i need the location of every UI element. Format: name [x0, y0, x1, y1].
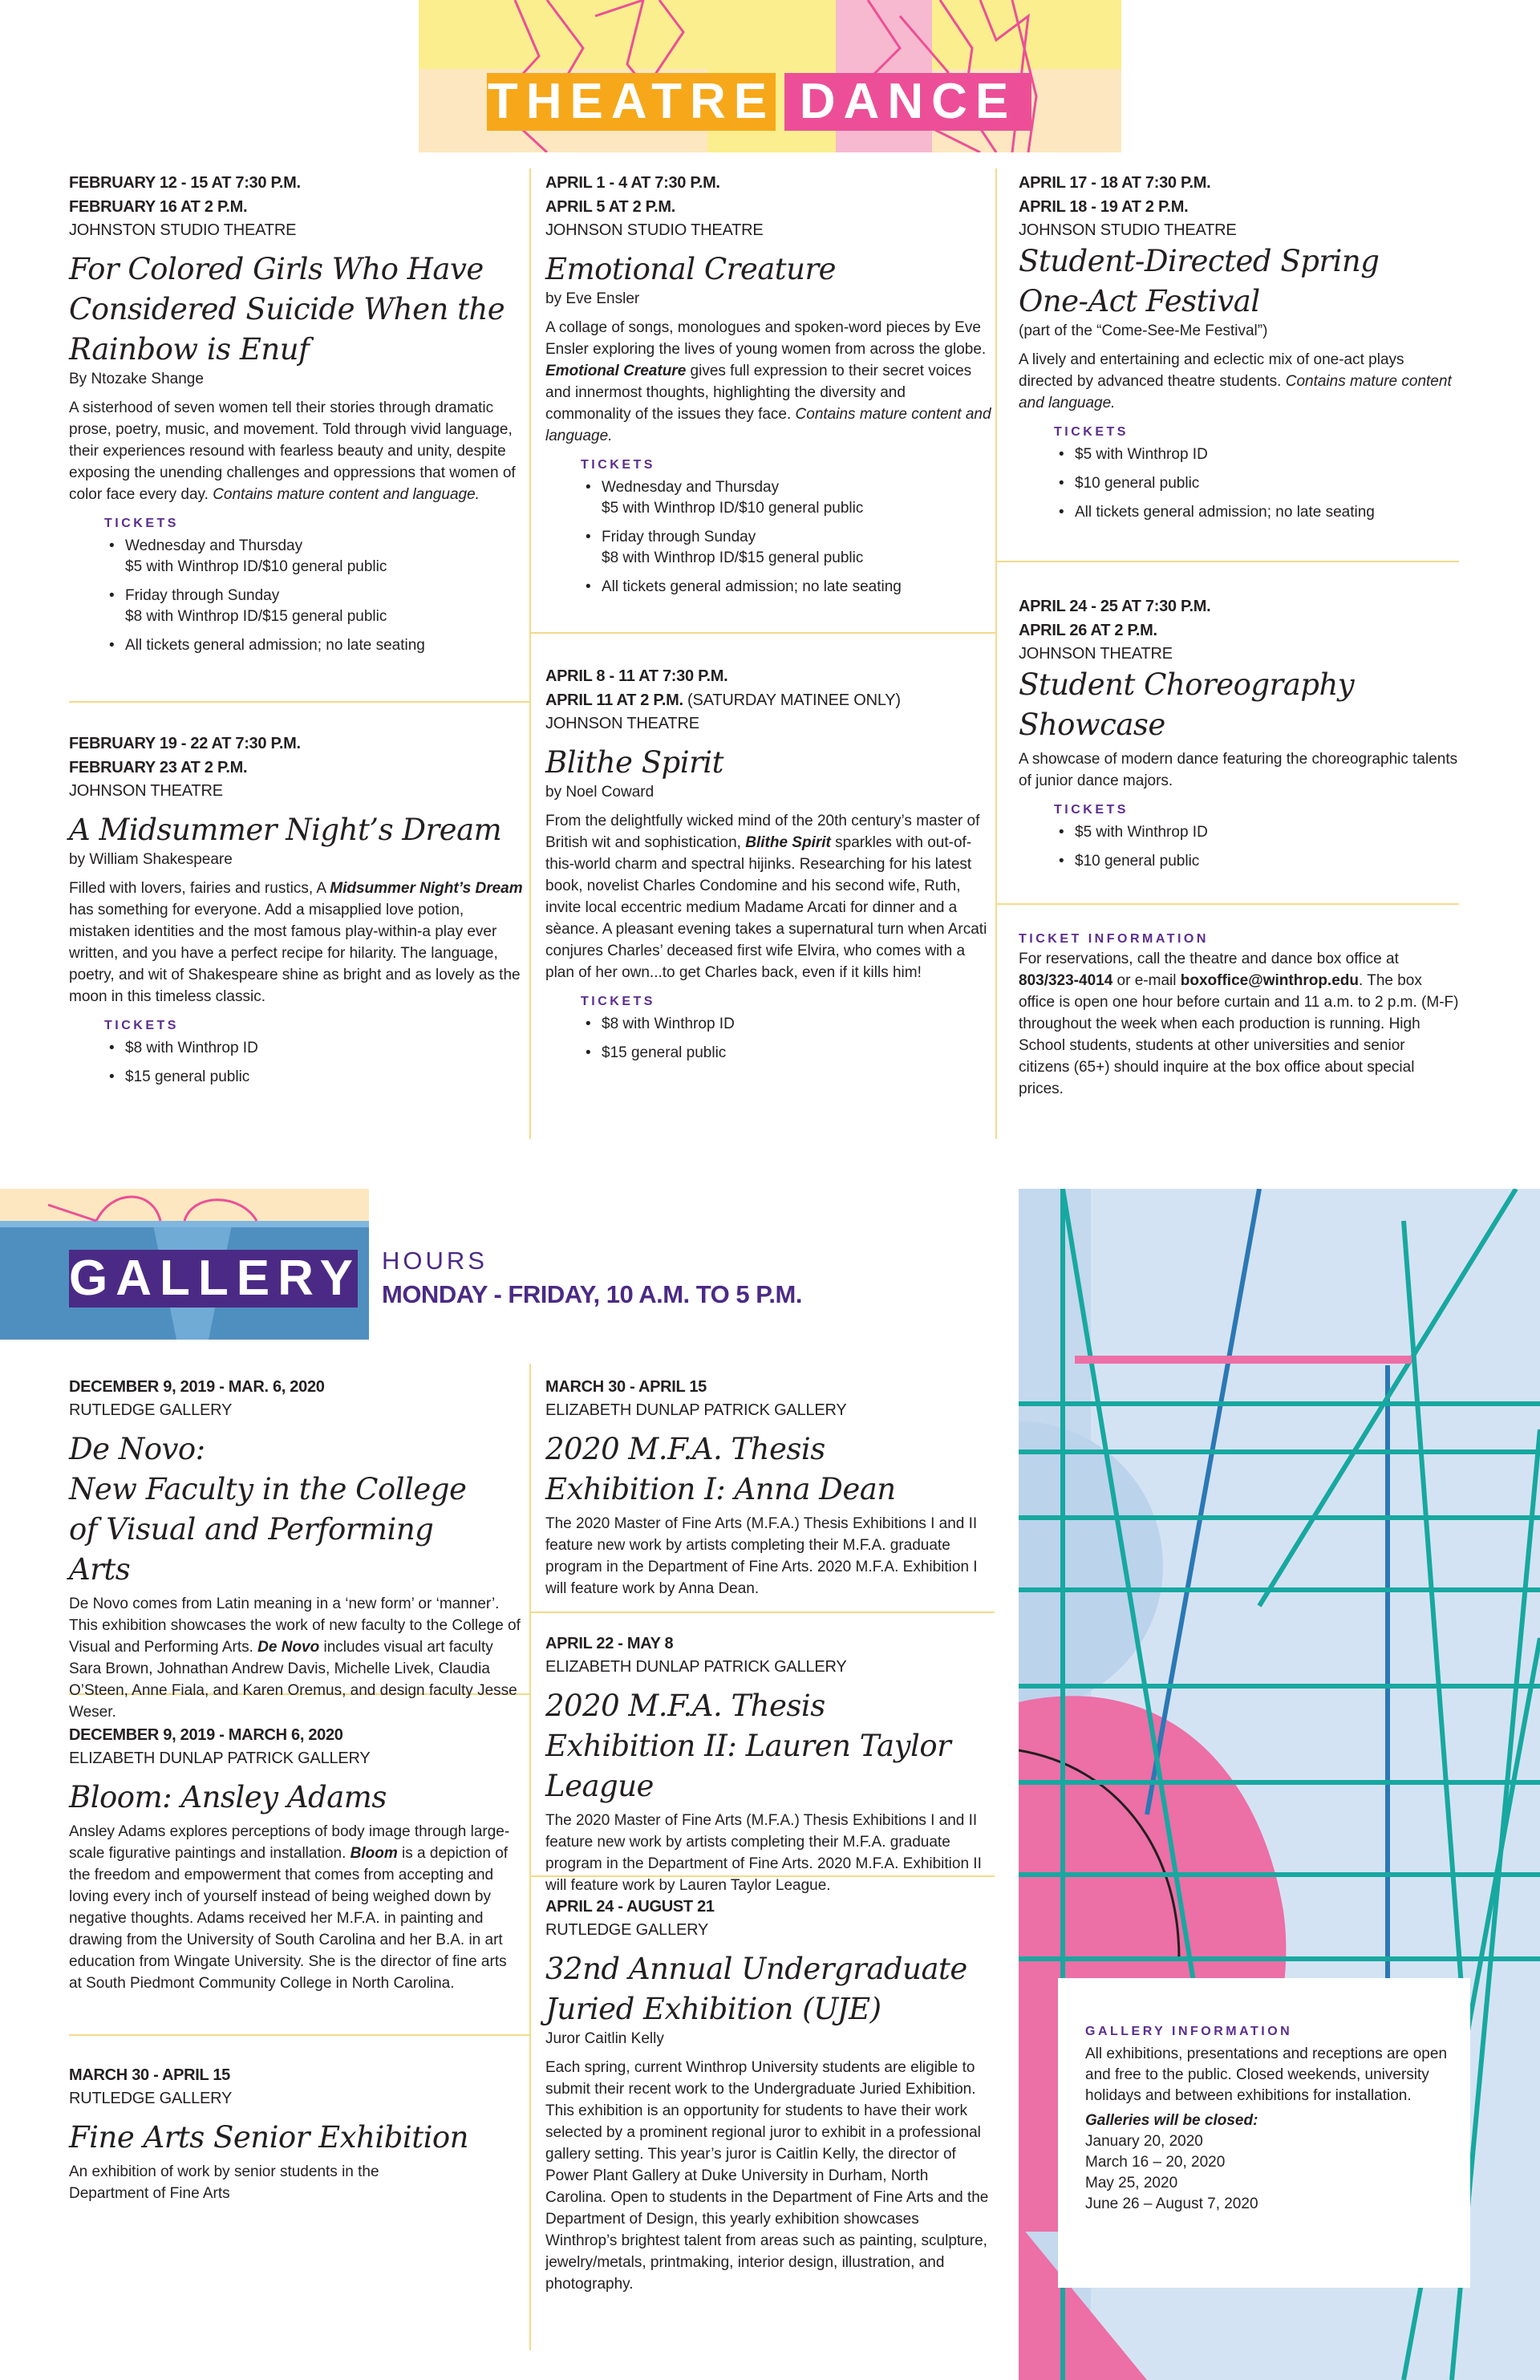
- ticket-item: • All tickets general admission; no late seating: [1054, 502, 1460, 523]
- event-dates: APRIL 24 - AUGUST 21: [545, 1898, 715, 1916]
- event-description: Ansley Adams explores perceptions of body image through large-scale figurative paintings and installation. Bloom is a depiction of the freedom and empowerment that comes from accepting and loving every inch of yourself instead of being weighed down by negative thoughts. Adams received her M.F.A. in painting and drawing from the University of South Carolina and her B.A. in art education from Wingate University. She is the director of fine arts at South Piedmont Community College in North Carolina.: [69, 1823, 510, 1992]
- event-venue: RUTLEDGE GALLERY: [69, 1401, 233, 1419]
- event-dates: APRIL 5 AT 2 P.M.: [545, 198, 675, 216]
- event-title: Bloom: Ansley Adams: [69, 1780, 387, 1814]
- column-divider: [529, 168, 531, 1139]
- event-dates: FEBRUARY 16 AT 2 P.M.: [69, 198, 248, 216]
- ticket-item: • Friday through Sunday $8 with Winthrop ID/$15 general public: [104, 586, 523, 627]
- tickets-list: [69, 536, 523, 656]
- event-dates: DECEMBER 9, 2019 - MAR. 6, 2020: [69, 1378, 325, 1396]
- event-dates: FEBRUARY 23 AT 2 P.M.: [69, 759, 248, 776]
- event-choreography-showcase: [1019, 594, 1460, 880]
- event-title: Student-Directed Spring One-Act Festival: [1019, 244, 1380, 318]
- event-dates: FEBRUARY 19 - 22 AT 7:30 P.M.: [69, 735, 301, 752]
- event-venue: RUTLEDGE GALLERY: [545, 1921, 709, 1939]
- event-venue: ELIZABETH DUNLAP PATRICK GALLERY: [69, 1750, 371, 1767]
- ticket-item: • All tickets general admission; no late seating: [104, 635, 523, 656]
- section-divider: [69, 2034, 529, 2036]
- event-juror: Juror Caitlin Kelly: [545, 2030, 664, 2047]
- closed-dates-list: [1085, 2131, 1454, 2215]
- gallery-information-text: All exhibitions, presentations and receptions are open and free to the public. Closed weekends, university holidays and between exhibitions for installation.: [1085, 2046, 1448, 2104]
- tickets-label: TICKETS: [1054, 425, 1129, 439]
- closed-date: March 16 – 20, 2020: [1085, 2154, 1226, 2171]
- event-venue: RUTLEDGE GALLERY: [69, 2090, 233, 2107]
- event-title: 32nd Annual Undergraduate Juried Exhibition (UJE): [545, 1952, 967, 2026]
- event-dates: DECEMBER 9, 2019 - MARCH 6, 2020: [69, 1726, 343, 1744]
- ticket-item: • Friday through Sunday $8 with Winthrop ID/$15 general public: [581, 527, 991, 569]
- tickets-label: TICKETS: [104, 1019, 179, 1032]
- event-author: by Noel Coward: [545, 784, 654, 801]
- event-description: A lively and entertaining and eclectic mix of one-act plays directed by advanced theatre students. Contains mature content and language.: [1019, 351, 1452, 412]
- theatre-label: THEATRE: [487, 74, 776, 129]
- event-dates: MARCH 30 - APRIL 15: [545, 1378, 707, 1396]
- section-divider: [995, 903, 1459, 905]
- ticket-item: • $15 general public: [581, 1043, 991, 1064]
- event-author: By Ntozake Shange: [69, 371, 204, 387]
- event-venue: JOHNSON STUDIO THEATRE: [545, 221, 764, 239]
- ticket-item: • Wednesday and Thursday $5 with Winthrop ID/$10 general public: [104, 536, 523, 578]
- tickets-list: [545, 477, 991, 598]
- event-dates: APRIL 11 AT 2 P.M.: [545, 691, 683, 709]
- ticket-item: • All tickets general admission; no late seating: [581, 577, 991, 598]
- box-office-email[interactable]: boxoffice@winthrop.edu: [1180, 972, 1359, 989]
- event-title: A Midsummer Night’s Dream: [69, 813, 502, 847]
- gallery-hours-label: HOURS: [382, 1247, 488, 1275]
- gallery-event-bloom: [69, 1723, 523, 1994]
- event-subtitle: (part of the “Come-See-Me Festival”): [1019, 322, 1268, 339]
- tickets-list: [1019, 822, 1460, 872]
- event-description: Each spring, current Winthrop University students are eligible to submit their recent work to the Undergraduate Juried Exhibition. This exhibition is an opportunity for students to have their work selected by a prominent regional juror to exhibit in a professional gallery setting. This year’s juror is Caitlin Kelly, the director of Power Plant Gallery at Duke University in Durham, North Carolina. Open to students in the Department of Fine Arts and the Department of Design, this yearly exhibition showcases Winthrop’s brightest talent from areas such as painting, sculpture, jewelry/metals, printmaking, interior design, illustration, and photography.: [545, 2059, 989, 2293]
- tickets-list: [1019, 444, 1460, 523]
- ticket-item: • $5 with Winthrop ID: [1054, 822, 1460, 843]
- theatre-dance-header: [419, 0, 1121, 152]
- ticket-item: • $10 general public: [1054, 473, 1460, 494]
- event-dates: APRIL 18 - 19 AT 2 P.M.: [1019, 198, 1189, 216]
- ticket-item: • $15 general public: [104, 1067, 523, 1088]
- ticket-information-text: For reservations, call the theatre and dance box office at 803/323-4014 or e-mail boxoffice@winthrop.edu. The box office is open one hour before curtain and 11 a.m. to 2 p.m. (M-F) throughout the week when each production is running. High School students, students at other universities and senior citizens (65+) should inquire at the box office about special prices.: [1019, 951, 1459, 1097]
- ticket-item: • Wednesday and Thursday $5 with Winthrop ID/$10 general public: [581, 477, 991, 519]
- closed-date: May 25, 2020: [1085, 2175, 1178, 2191]
- gallery-label: GALLERY: [69, 1251, 361, 1306]
- column-divider: [529, 1364, 531, 2350]
- event-one-act-festival: [1019, 171, 1460, 531]
- ticket-information: [1019, 932, 1460, 1100]
- event-venue: JOHNSON THEATRE: [545, 715, 699, 732]
- gallery-header: [0, 1189, 369, 1340]
- tickets-label: TICKETS: [1054, 803, 1129, 817]
- gallery-label-box: [69, 1250, 361, 1308]
- tickets-list: [69, 1038, 523, 1088]
- section-divider: [995, 561, 1459, 562]
- dance-label-box: [784, 73, 1031, 131]
- event-title: Student Choreography Showcase: [1019, 667, 1355, 742]
- gallery-information: [1085, 2025, 1454, 2215]
- event-description: A sisterhood of seven women tell their stories through dramatic prose, poetry, music, and movement. Told through vivid language, their experiences resound with fearless beauty and unity, despite exposing the unending challenges and oppressions that women of color face every day. Contains mature content and language.: [69, 399, 516, 503]
- ticket-information-label: TICKET INFORMATION: [1019, 932, 1209, 946]
- event-description: From the delightfully wicked mind of the 20th century’s master of British wit and sophistication, Blithe Spirit sparkles with out-of-this-world charm and spectral hijinks. Researching for his latest book, novelist Charles Condomine and his second wife, Ruth, invite local eccentric medium Madame Arcati for dinner and a sèance. A pleasant evening takes a supernatural turn when Arcati conjures Charles’ deceased first wife Elvira, who comes with a plan of her own...to get Charles back, even if it kills him!: [545, 813, 987, 981]
- event-title: For Colored Girls Who Have Considered Suicide When the Rainbow is Enuf: [69, 252, 505, 367]
- tickets-label: TICKETS: [581, 995, 655, 1008]
- event-author: by William Shakespeare: [69, 851, 233, 868]
- event-dates: APRIL 8 - 11 AT 7:30 P.M.: [545, 667, 728, 685]
- event-description: The 2020 Master of Fine Arts (M.F.A.) Thesis Exhibitions I and II feature new work by artists completing their M.F.A. graduate program in the Department of Fine Arts. 2020 M.F.A. Exhibition I will feature work by Anna Dean.: [545, 1515, 978, 1597]
- section-divider: [529, 1612, 995, 1613]
- event-dates: APRIL 24 - 25 AT 7:30 P.M.: [1019, 598, 1211, 615]
- ticket-item: • $5 with Winthrop ID: [1054, 444, 1460, 465]
- event-blithe-spirit: [545, 664, 991, 1072]
- dance-label: DANCE: [799, 74, 1017, 129]
- event-venue: JOHNSON STUDIO THEATRE: [1019, 221, 1237, 239]
- event-venue: JOHNSON THEATRE: [69, 782, 223, 800]
- box-office-phone[interactable]: 803/323-4014: [1019, 972, 1113, 989]
- tickets-label: TICKETS: [581, 458, 655, 472]
- closed-date: June 26 – August 7, 2020: [1085, 2196, 1258, 2212]
- event-description: De Novo comes from Latin meaning in a ‘new form’ or ‘manner’. This exhibition showcases the work of new faculty to the College of Visual and Performing Arts. De Novo includes visual art faculty Sara Brown, Johnathan Andrew Davis, Michelle Livek, Claudia O’Steen, Anne Fiala, and Karen Oremus, and design faculty Jesse Weser.: [69, 1595, 521, 1721]
- event-description: Filled with lovers, fairies and rustics, A Midsummer Night’s Dream has something for everyone. Add a misapplied love potion, mistaken identities and the most famous play-within-a play ever written, and you have a perfect recipe for hilarity. The language, poetry, and wit of Shakespeare shine as bright and as lovely as the moon in this timeless classic.: [69, 880, 523, 1005]
- event-venue: JOHNSON THEATRE: [1019, 645, 1173, 663]
- gallery-event-mfa-thesis-1: [545, 1375, 991, 1600]
- event-title: 2020 M.F.A. Thesis Exhibition II: Lauren Taylor League: [545, 1689, 951, 1803]
- event-dates: MARCH 30 - APRIL 15: [69, 2066, 231, 2084]
- event-venue: ELIZABETH DUNLAP PATRICK GALLERY: [545, 1658, 847, 1676]
- closed-date: January 20, 2020: [1085, 2133, 1203, 2150]
- event-title: Emotional Creature: [545, 252, 837, 286]
- gallery-hours: MONDAY - FRIDAY, 10 A.M. TO 5 P.M.: [382, 1280, 802, 1308]
- event-title: Fine Arts Senior Exhibition: [69, 2120, 469, 2155]
- gallery-event-uje: [545, 1895, 991, 2295]
- section-divider: [529, 632, 995, 634]
- event-dates: FEBRUARY 12 - 15 AT 7:30 P.M.: [69, 174, 301, 192]
- closed-dates-label: Galleries will be closed:: [1085, 2112, 1258, 2129]
- event-title: 2020 M.F.A. Thesis Exhibition I: Anna Dean: [545, 1432, 896, 1506]
- section-divider: [69, 701, 529, 703]
- event-description: An exhibition of work by senior students in the Department of Fine Arts: [69, 2163, 379, 2202]
- ticket-item: • $8 with Winthrop ID: [104, 1038, 523, 1059]
- gallery-information-card: [1058, 1978, 1470, 2288]
- event-author: by Eve Ensler: [545, 290, 640, 307]
- tickets-label: TICKETS: [104, 517, 179, 530]
- gallery-event-senior-exhibition: [69, 2063, 523, 2204]
- gallery-event-mfa-thesis-2: [545, 1632, 991, 1896]
- gallery-event-de-novo: [69, 1375, 523, 1723]
- event-title: De Novo: New Faculty in the College of Visual and Performing Arts: [69, 1432, 467, 1587]
- event-dates-note: (SATURDAY MATINEE ONLY): [683, 691, 901, 709]
- event-dates-row: [545, 688, 991, 712]
- event-dates: APRIL 17 - 18 AT 7:30 P.M.: [1019, 174, 1211, 192]
- event-title: Blithe Spirit: [545, 745, 723, 780]
- event-description: A collage of songs, monologues and spoken-word pieces by Eve Ensler exploring the lives of young women from across the globe. Emotional Creature gives full expression to their secret voices and innermost thoughts, highlighting the diversity and commonality of the issues they face. Contains mature content and language.: [545, 319, 991, 444]
- event-emotional-creature: [545, 171, 991, 606]
- event-description: The 2020 Master of Fine Arts (M.F.A.) Thesis Exhibitions I and II feature new work by artists completing their M.F.A. graduate program in the Department of Fine Arts. 2020 M.F.A. Exhibition II will feature work by Lauren Taylor League.: [545, 1812, 982, 1894]
- column-divider: [995, 168, 997, 1139]
- ticket-item: • $10 general public: [1054, 851, 1460, 872]
- event-description: A showcase of modern dance featuring the choreographic talents of junior dance majors.: [1019, 751, 1458, 789]
- ticket-item: • $8 with Winthrop ID: [581, 1014, 991, 1035]
- event-venue: JOHNSTON STUDIO THEATRE: [69, 221, 297, 239]
- theatre-label-box: [487, 73, 776, 131]
- event-venue: ELIZABETH DUNLAP PATRICK GALLERY: [545, 1401, 847, 1419]
- event-dates: APRIL 22 - MAY 8: [545, 1635, 674, 1652]
- event-midsummer: [69, 732, 523, 1096]
- event-dates: APRIL 26 AT 2 P.M.: [1019, 622, 1157, 639]
- event-for-colored-girls: [69, 171, 523, 664]
- gallery-information-label: GALLERY INFORMATION: [1085, 2025, 1293, 2038]
- event-dates: APRIL 1 - 4 AT 7:30 P.M.: [545, 174, 720, 192]
- tickets-list: [545, 1014, 991, 1064]
